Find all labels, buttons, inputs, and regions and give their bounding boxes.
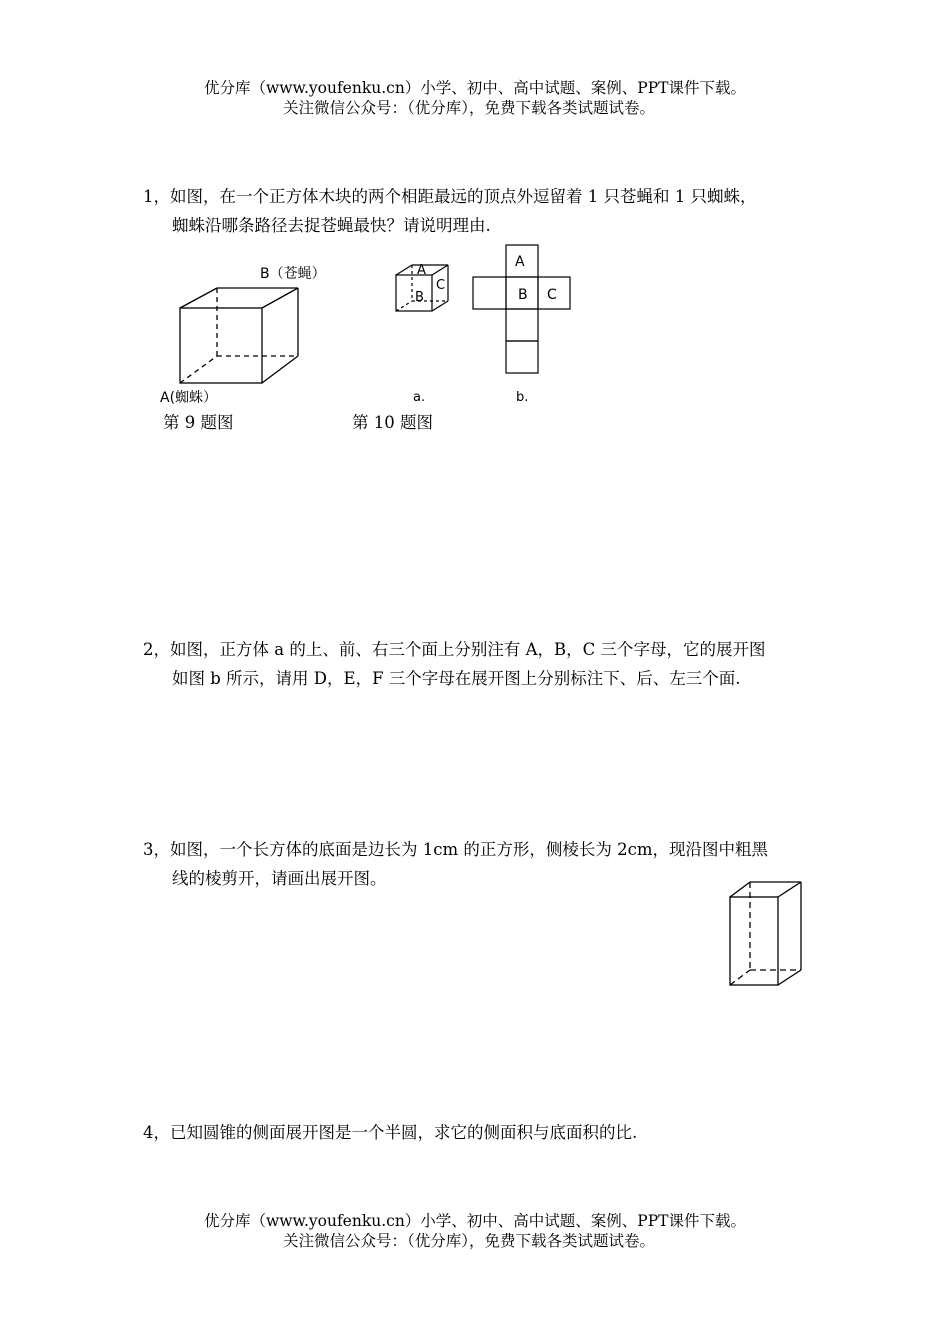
question-1-line-1: 1，如图，在一个正方体木块的两个相距最远的顶点外逗留着 1 只苍蝇和 1 只蜘蛛， [143, 187, 757, 206]
fig10a-label-b: B [415, 290, 424, 305]
header-line-1: 优分库（www.youfenku.cn）小学、初中、高中试题、案例、PPT课件下载。 [203, 79, 747, 97]
net-face-back [506, 341, 538, 373]
fig10b-label-b: B [518, 287, 528, 303]
net-face-left [473, 277, 506, 309]
page-footer [0, 1211, 950, 1251]
fig10b-label-a: A [515, 254, 525, 270]
fig10b-caption: b. [516, 390, 529, 405]
fig10a-front-face [396, 275, 432, 311]
question-2 [143, 635, 863, 693]
fig10a-label-c: C [436, 278, 446, 293]
figure-10a-cube [390, 255, 470, 405]
cuboid-front-face [730, 897, 778, 985]
figure-9-cube [150, 256, 350, 416]
figure-q3-cuboid [720, 875, 820, 995]
question-2-line-1: 2，如图，正方体 a 的上、前、右三个面上分别注有 A，B，C 三个字母，它的展开图 [143, 640, 766, 659]
figure-10-caption: 第 10 题图 [352, 413, 433, 432]
fig9-label-spider: A(蜘蛛） [160, 390, 218, 406]
net-face-bottom [506, 309, 538, 341]
question-1 [143, 182, 863, 240]
question-1-line-2: 蜘蛛沿哪条路径去捉苍蝇最快？请说明理由. [172, 216, 491, 235]
question-4 [143, 1118, 863, 1147]
fig10b-label-c: C [547, 287, 557, 303]
page-header [0, 78, 950, 118]
figure-9-caption: 第 9 题图 [163, 413, 234, 432]
fig10a-caption: a. [413, 390, 426, 405]
figure-10b-net [470, 240, 580, 405]
header-line-2: 关注微信公众号：（优分库），免费下载各类试题试卷。 [282, 99, 655, 117]
question-4-line-1: 4，已知圆锥的侧面展开图是一个半圆，求它的侧面积与底面积的比. [143, 1123, 638, 1142]
footer-line-2: 关注微信公众号：（优分库），免费下载各类试题试卷。 [282, 1232, 655, 1250]
footer-line-1: 优分库（www.youfenku.cn）小学、初中、高中试题、案例、PPT课件下载。 [203, 1212, 747, 1230]
question-2-line-2: 如图 b 所示，请用 D，E，F 三个字母在展开图上分别标注下、后、左三个面. [172, 669, 741, 688]
fig9-label-fly: B（苍蝇） [260, 266, 326, 282]
fig9-front-face [180, 308, 262, 383]
question-3-line-2: 线的棱剪开，请画出展开图。 [172, 869, 387, 888]
fig10a-label-a: A [417, 263, 426, 278]
question-3-line-1: 3，如图，一个长方体的底面是边长为 1cm 的正方形，侧棱长为 2cm，现沿图中粗黑 [143, 840, 769, 859]
